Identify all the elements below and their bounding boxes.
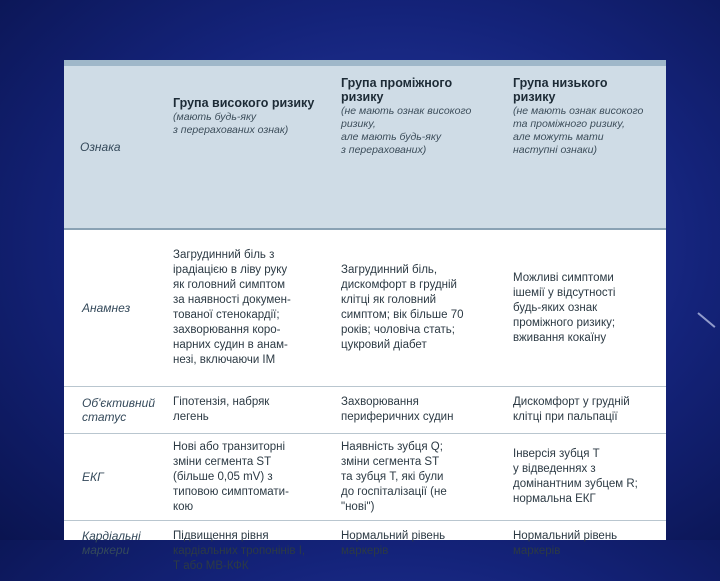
row-low-cell (507, 434, 666, 520)
header-low-title: Група низького ризику (513, 76, 608, 104)
row-low-text: Дискомфорт у грудній клітці при пальпації (513, 396, 630, 423)
table-row-ecg (64, 434, 666, 521)
table-row-markers (64, 521, 666, 581)
header-high-cell (167, 66, 335, 228)
decorative-line (697, 312, 715, 328)
row-mid-cell (335, 521, 507, 581)
table-row-anamnesis (64, 230, 666, 387)
table-header (64, 66, 666, 230)
row-mid-text: Наявність зубця Q; зміни сегмента ST та зубця T, які були до госпіталізації (не "нові") (341, 440, 447, 513)
header-sign-cell (64, 66, 167, 228)
row-low-text: Можливі симптоми ішемії у відсутності будь-яких ознак проміжного ризику; вживання кокаїну (513, 271, 616, 344)
row-mid-cell (335, 434, 507, 520)
row-label-cell (64, 521, 167, 581)
row-mid-text: Нормальний рівень маркерів (341, 530, 446, 557)
row-label-cell (64, 230, 167, 386)
risk-table (64, 60, 666, 572)
row-high-cell (167, 521, 335, 581)
row-label: ЕКГ (82, 470, 104, 484)
row-high-cell (167, 230, 335, 386)
row-mid-text: Загрудинний біль, дискомфорт в грудній клітці як головний симптом; вік більше 70 років; чоловіча стать; цукровий діабет (341, 264, 464, 351)
row-mid-text: Захворювання периферичних судин (341, 396, 454, 423)
row-high-cell (167, 434, 335, 520)
row-label-cell (64, 387, 167, 433)
row-high-text: Загрудинний біль з ірадіацією в ліву руку як головний симптом за наявності докумен- тованої стенокардії; захворювання коро- нарних судин в анам- незі, включаючи ІМ (173, 249, 291, 366)
header-sign: Ознака (80, 140, 121, 154)
row-high-text: Гіпотензія, набряк легень (173, 396, 270, 423)
row-label: Кардіальні маркери (82, 529, 141, 557)
row-high-text: Нові або транзиторні зміни сегмента ST (більше 0,05 mV) з типовою симптомати- кою (173, 440, 289, 513)
table-row-status (64, 387, 666, 434)
row-label: Об'єктивний статус (82, 396, 156, 424)
header-mid-title: Група проміжного ризику (341, 76, 453, 104)
row-label: Анамнез (82, 301, 131, 315)
row-label-cell (64, 434, 167, 520)
row-low-cell (507, 387, 666, 433)
row-low-cell (507, 230, 666, 386)
row-high-cell (167, 387, 335, 433)
header-high-title: Група високого ризику (173, 96, 315, 110)
header-mid-note: (не мають ознак високого ризику, але мають будь-яку з перерахованих) (341, 105, 472, 156)
row-mid-cell (335, 387, 507, 433)
header-low-cell (507, 66, 666, 228)
header-low-note: (не мають ознак високого та проміжного ризику, але можуть мати наступні ознаки) (513, 105, 644, 156)
row-low-text: Нормальний рівень маркерів (513, 530, 618, 557)
row-high-text: Підвищення рівня кардіальних тропонінів І, Т або МВ-КФК (173, 530, 306, 572)
header-high-note: (мають будь-яку з перерахованих ознак) (173, 111, 289, 136)
row-low-text: Інверсія зубця T у відведеннях з домінантним зубцем R; нормальна ЕКГ (513, 448, 638, 505)
row-mid-cell (335, 230, 507, 386)
header-mid-cell (335, 66, 507, 228)
row-low-cell (507, 521, 666, 581)
